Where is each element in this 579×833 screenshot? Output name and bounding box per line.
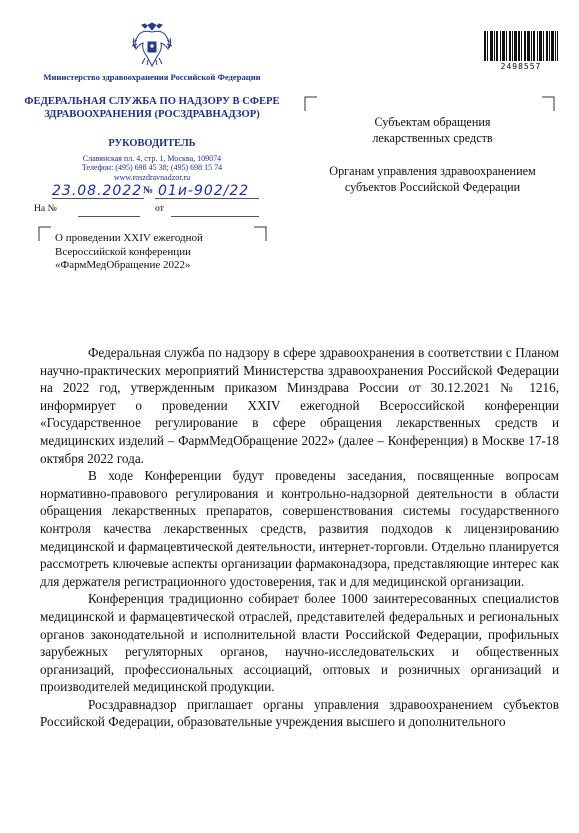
sender-contacts [20, 154, 284, 182]
body-paragraph: Федеральная служба по надзору в сфере здравоохранения в соответствии с Планом научно-практических мероприятий Министерства здравоохранения Российской Федерации на 2022 год, утвержденным приказом Минздрава России от 30.12.2021 № 1216, информирует о проведении XXIV ежегодной Всероссийской конференции «Государственное регулирование в сфере обращения лекарственных средств и медицинских изделий – ФармМедОбращение 2022» (далее – Конференция) в Москве 17-18 октября 2022 года. [40, 345, 559, 466]
head-title: РУКОВОДИТЕЛЬ [108, 138, 196, 149]
ref-date-line [171, 216, 259, 217]
ref-number-label: На № [34, 203, 57, 214]
barcode-number: 2498557 [500, 62, 542, 71]
letter-body [40, 344, 559, 731]
ref-date-label: от [155, 203, 164, 214]
addressee-corner-brackets [304, 96, 556, 112]
ministry-name: Министерство здравоохранения Российской Федерации [43, 72, 261, 82]
addressee-1: Субъектам обращения лекарственных средств [372, 115, 493, 145]
sender-phone: Телефон: (495) 698 45 38; (495) 698 15 74 [81, 163, 223, 173]
sender-address: Славянская пл. 4, стр. 1, Москва, 109074 [82, 154, 222, 163]
number-sign: № [143, 185, 154, 196]
double-headed-eagle-emblem-icon [131, 22, 173, 68]
ref-number-line [78, 216, 140, 217]
body-paragraph: Конференция традиционно собирает более 1000 заинтересованных специалистов медицинской и фармацевтической отраслей, представителей федеральных и региональных органов законодательной и исполнительной власти Российской Федерации, профильных зарубежных регуляторных органов, научно-исследовательских и общественных организаций, профессиональных ассоциаций, оптовых и розничных организаций и производителей медицинской продукции. [40, 591, 559, 695]
service-name: ФЕДЕРАЛЬНАЯ СЛУЖБА ПО НАДЗОРУ В СФЕРЕ ЗДРАВООХРАНЕНИЯ (РОСЗДРАВНАДЗОР) [24, 96, 280, 120]
sender-website: www.roszdravnadzor.ru [113, 172, 191, 182]
addressee-2: Органам управления здравоохранением субъектов Российской Федерации [329, 164, 536, 194]
registration-date: 23.08.2022 [52, 183, 143, 199]
barcode [484, 31, 558, 61]
body-paragraph: Росздравнадзор приглашает органы управления здравоохранением субъектов Российской Федерации, образовательные учреждения высшего и дополнительного [40, 696, 559, 730]
letter-subject: О проведении XXIV ежегодной Всероссийской конференции «ФармМедОбращение 2022» [55, 232, 203, 271]
registration-number: 01и-902/22 [158, 183, 250, 199]
body-paragraph: В ходе Конференции будут проведены заседания, посвященные вопросам нормативно-правового регулирования и контрольно-надзорной деятельности в области обращения лекарственных препаратов, совершенствования системы государственного контроля качества лекарственных средств, развития подходов к лицензированию медицинской и фармацевтической деятельности, интернет-торговли. Отдельно планируется рассмотреть ключевые аспекты организации фармаконадзора, представляющие интерес как для держателя регистрационного удостоверения, так и для медицинской организации. [40, 468, 559, 589]
number-underline [155, 198, 259, 199]
date-underline [52, 198, 144, 199]
